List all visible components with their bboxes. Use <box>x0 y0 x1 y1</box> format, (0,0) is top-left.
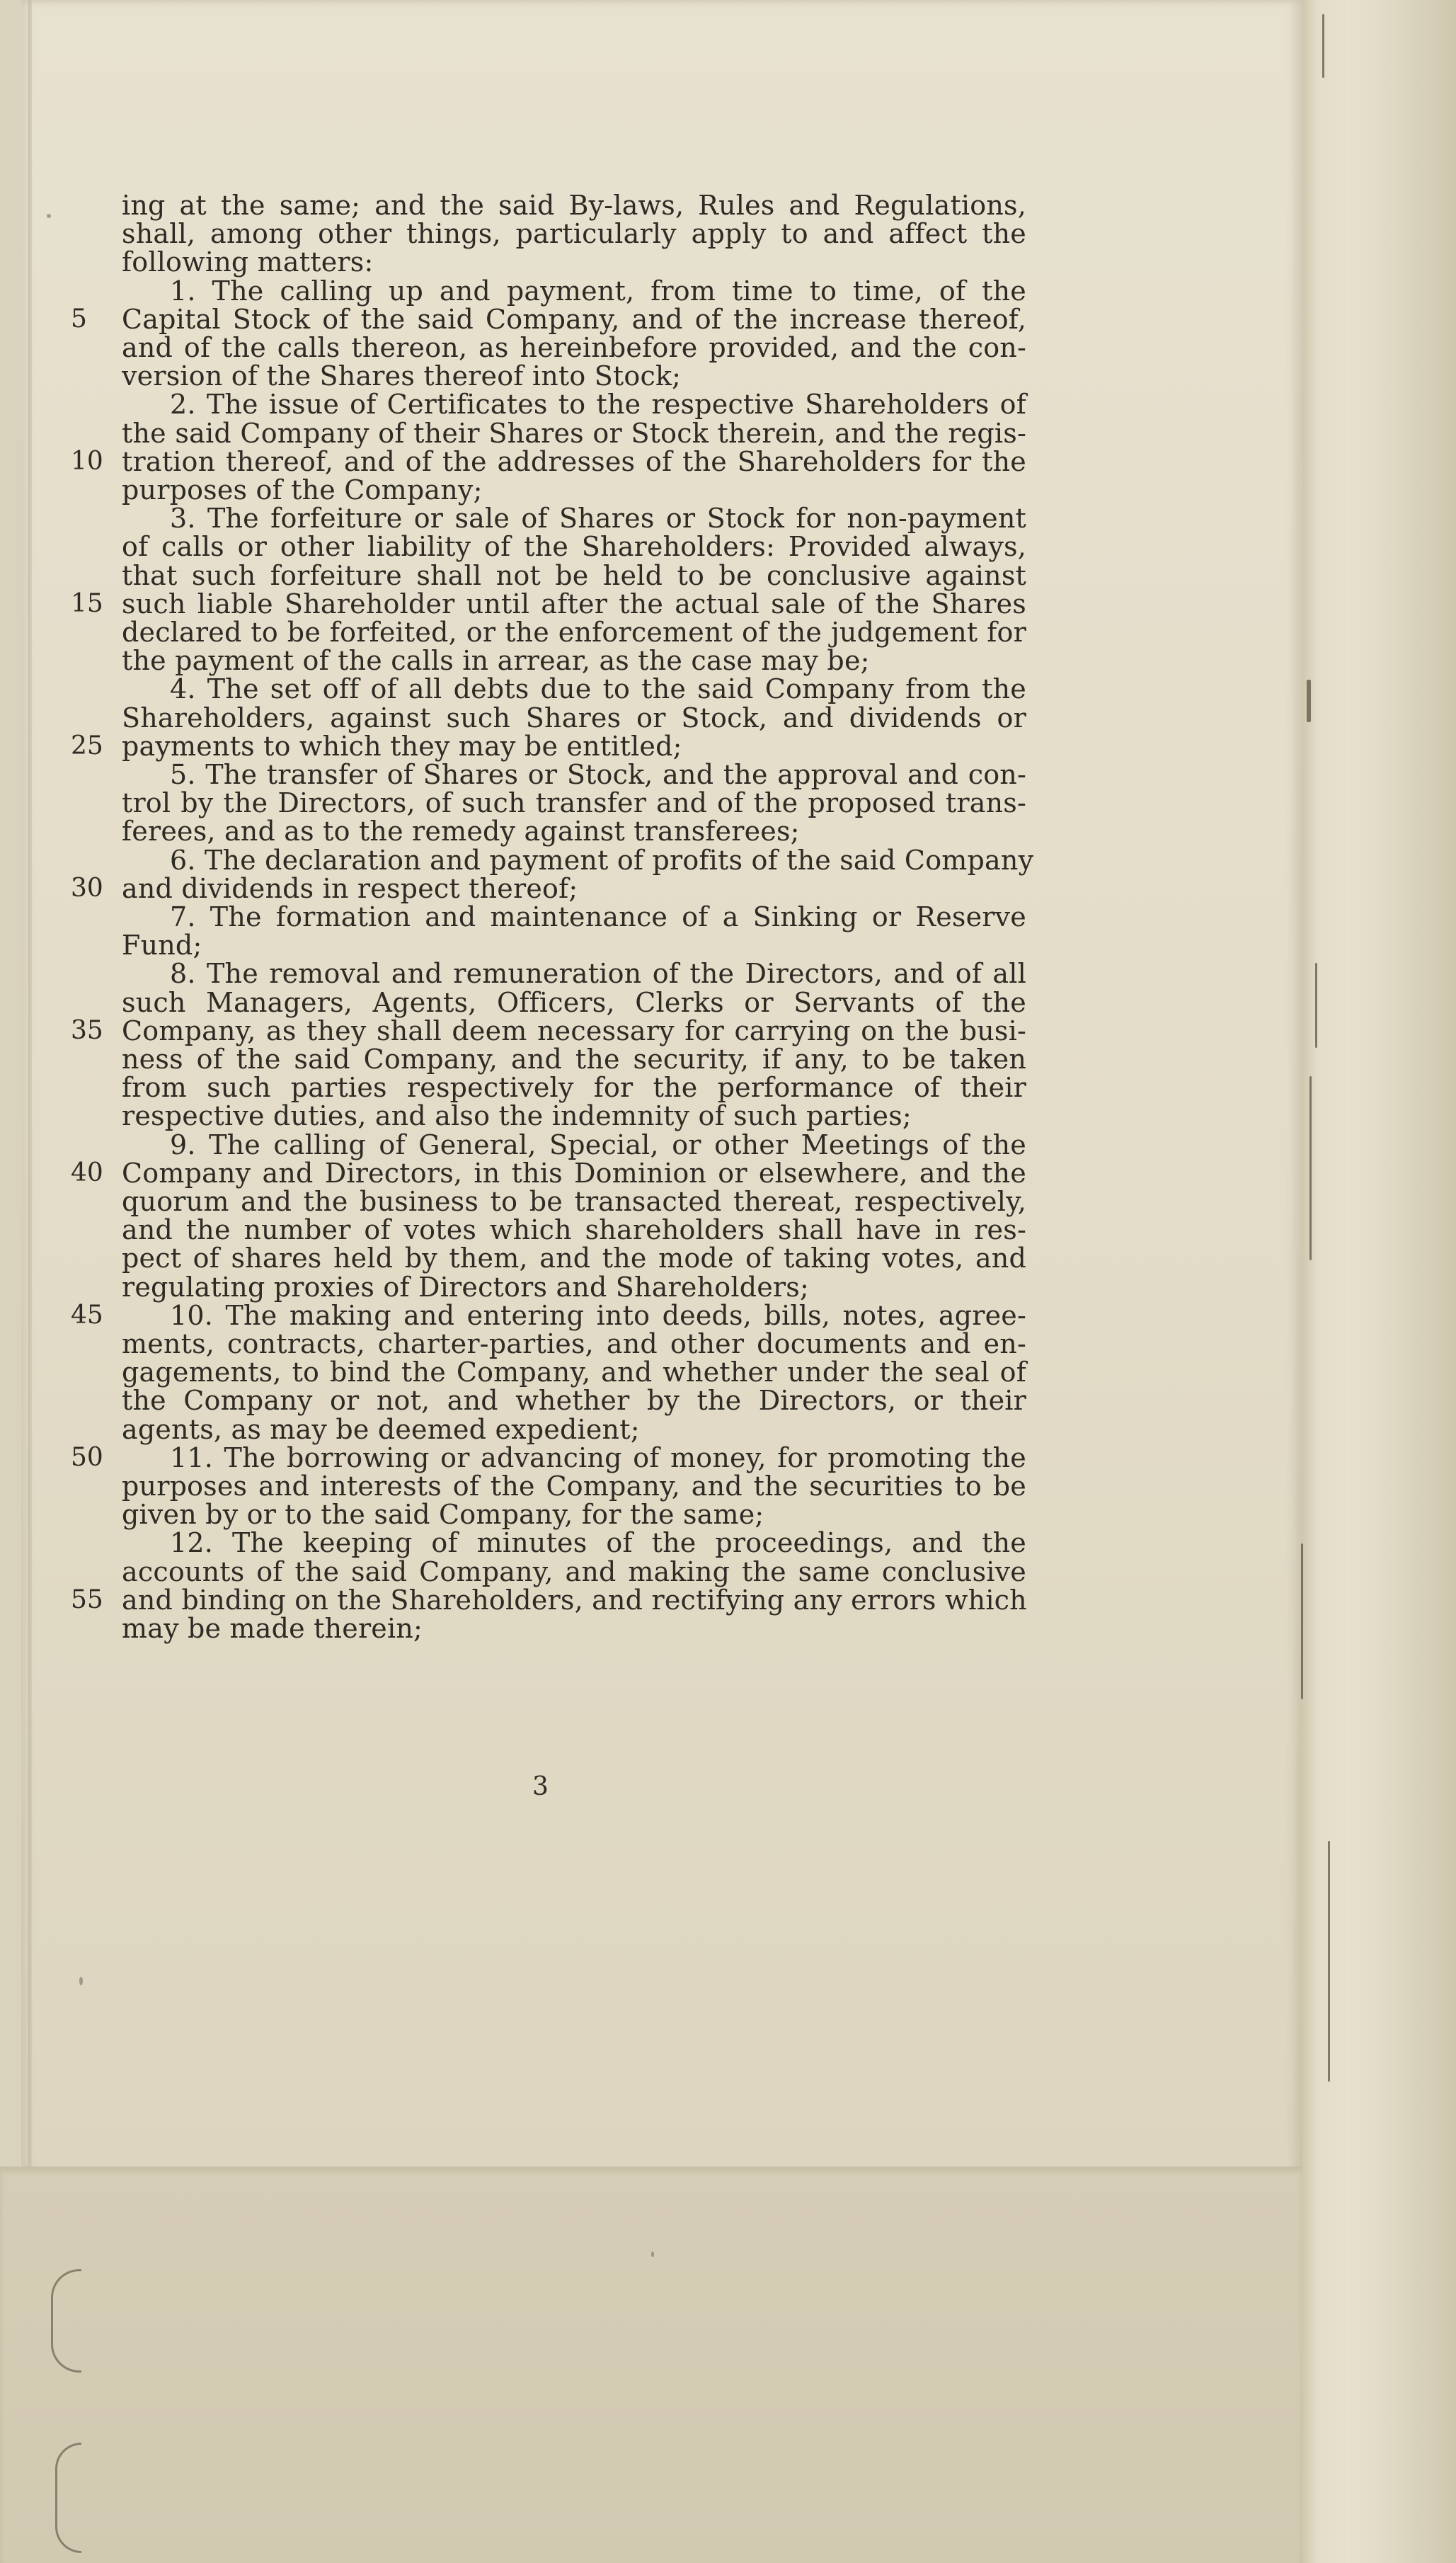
paper-speck <box>651 2251 654 2257</box>
text-line: ing at the same; and the said By-laws, Rules and Regulations, <box>122 190 1026 221</box>
text-line: Company and Directors, in this Dominion or elsewhere, and the <box>122 1158 1026 1189</box>
text-line: of calls or other liability of the Shareholders: Provided always, <box>122 531 1026 562</box>
text-line: pect of shares held by them, and the mode of taking votes, and <box>122 1243 1026 1274</box>
text-line: Company, as they shall deem necessary for carrying on the busi- <box>122 1015 1026 1046</box>
text-line: ness of the said Company, and the security, if any, to be taken <box>122 1044 1026 1075</box>
line-number: 30 <box>71 874 103 903</box>
text-line: and the number of votes which shareholders shall have in res- <box>122 1214 1026 1245</box>
folio-number: 3 <box>532 1772 549 1801</box>
text-line: 7. The formation and maintenance of a Sinking or Reserve <box>170 901 1026 932</box>
text-line: gagements, to bind the Company, and whether under the seal of <box>122 1357 1026 1388</box>
text-line: declared to be forfeited, or the enforcement of the judgement for <box>122 617 1026 648</box>
text-line: regulating proxies of Directors and Shareholders; <box>122 1272 809 1303</box>
text-line: the Company or not, and whether by the Directors, or their <box>122 1385 1026 1416</box>
text-line: shall, among other things, particularly apply to and affect the <box>122 218 1026 249</box>
page-edge-strip <box>1302 0 1456 2563</box>
text-line: following matters: <box>122 246 374 278</box>
text-line: 9. The calling of General, Special, or other Meetings of the <box>170 1129 1026 1160</box>
text-line: that such forfeiture shall not be held to be conclusive against <box>122 560 1026 591</box>
text-line: and of the calls thereon, as hereinbefore provided, and the con- <box>122 332 1026 363</box>
line-number: 40 <box>71 1158 103 1187</box>
text-line: from such parties respectively for the performance of their <box>122 1072 1026 1103</box>
text-line: Capital Stock of the said Company, and of the increase thereof, <box>122 304 1026 335</box>
text-line: 5. The transfer of Shares or Stock, and the approval and con- <box>170 759 1026 790</box>
text-line: and binding on the Shareholders, and rectifying any errors which <box>122 1585 1027 1616</box>
edge-mark <box>1328 1841 1330 2082</box>
text-line: tration thereof, and of the addresses of the Shareholders for the <box>122 446 1026 477</box>
text-line: accounts of the said Company, and making the same conclusive <box>122 1556 1026 1587</box>
line-number: 45 <box>71 1301 103 1330</box>
edge-mark <box>1307 680 1311 722</box>
text-line: quorum and the business to be transacted thereat, respectively, <box>122 1186 1026 1217</box>
text-line: respective duties, and also the indemnity of such parties; <box>122 1100 912 1131</box>
edge-mark <box>1315 963 1317 1048</box>
text-line: 6. The declaration and payment of profits of the said Company <box>170 845 1034 876</box>
edge-mark <box>1322 14 1324 78</box>
text-line: purposes and interests of the Company, and the securities to be <box>122 1471 1026 1502</box>
text-line: purposes of the Company; <box>122 474 483 506</box>
text-line: trol by the Directors, of such transfer and of the proposed trans- <box>122 787 1026 818</box>
text-line: 3. The forfeiture or sale of Shares or Stock for non-payment <box>170 503 1026 534</box>
text-line: 2. The issue of Certificates to the respective Shareholders of <box>170 389 1026 420</box>
line-number: 25 <box>71 731 103 760</box>
line-number: 15 <box>71 589 103 618</box>
scan-artifact-bracket <box>51 2269 81 2373</box>
text-line: the payment of the calls in arrear, as the case may be; <box>122 645 870 676</box>
text-line: 11. The borrowing or advancing of money, for promoting the <box>170 1442 1026 1473</box>
lower-backing-leaf <box>0 2167 1302 2563</box>
edge-mark <box>1309 1076 1312 1260</box>
line-number: 50 <box>71 1443 103 1472</box>
text-line: 12. The keeping of minutes of the proceedings, and the <box>170 1527 1026 1558</box>
line-number: 35 <box>71 1016 103 1045</box>
line-number: 55 <box>71 1585 103 1614</box>
text-line: the said Company of their Shares or Stock therein, and the regis- <box>122 418 1026 449</box>
text-line: such Managers, Agents, Officers, Clerks or Servants of the <box>122 987 1026 1018</box>
text-line: ferees, and as to the remedy against transferees; <box>122 816 800 847</box>
scan-artifact-bracket <box>55 2443 81 2553</box>
text-line: ments, contracts, charter-parties, and other documents and en- <box>122 1328 1026 1359</box>
text-line: Fund; <box>122 930 202 961</box>
text-line: 10. The making and entering into deeds, bills, notes, agree- <box>170 1300 1026 1331</box>
text-line: version of the Shares thereof into Stock; <box>122 360 682 392</box>
text-line: given by or to the said Company, for the same; <box>122 1499 764 1530</box>
text-line: such liable Shareholder until after the actual sale of the Shares <box>122 588 1026 620</box>
text-line: 4. The set off of all debts due to the said Company from the <box>170 673 1026 704</box>
paper-speck <box>79 1977 83 1985</box>
line-number: 10 <box>71 447 103 476</box>
text-line: 8. The removal and remuneration of the Directors, and of all <box>170 958 1026 989</box>
text-line: may be made therein; <box>122 1613 423 1644</box>
text-line: and dividends in respect thereof; <box>122 873 578 904</box>
text-line: Shareholders, against such Shares or Stock, and dividends or <box>122 702 1026 733</box>
text-line: payments to which they may be entitled; <box>122 731 682 762</box>
text-line: agents, as may be deemed expedient; <box>122 1414 640 1445</box>
line-number: 5 <box>71 304 87 333</box>
text-line: 1. The calling up and payment, from time to time, of the <box>170 275 1026 307</box>
